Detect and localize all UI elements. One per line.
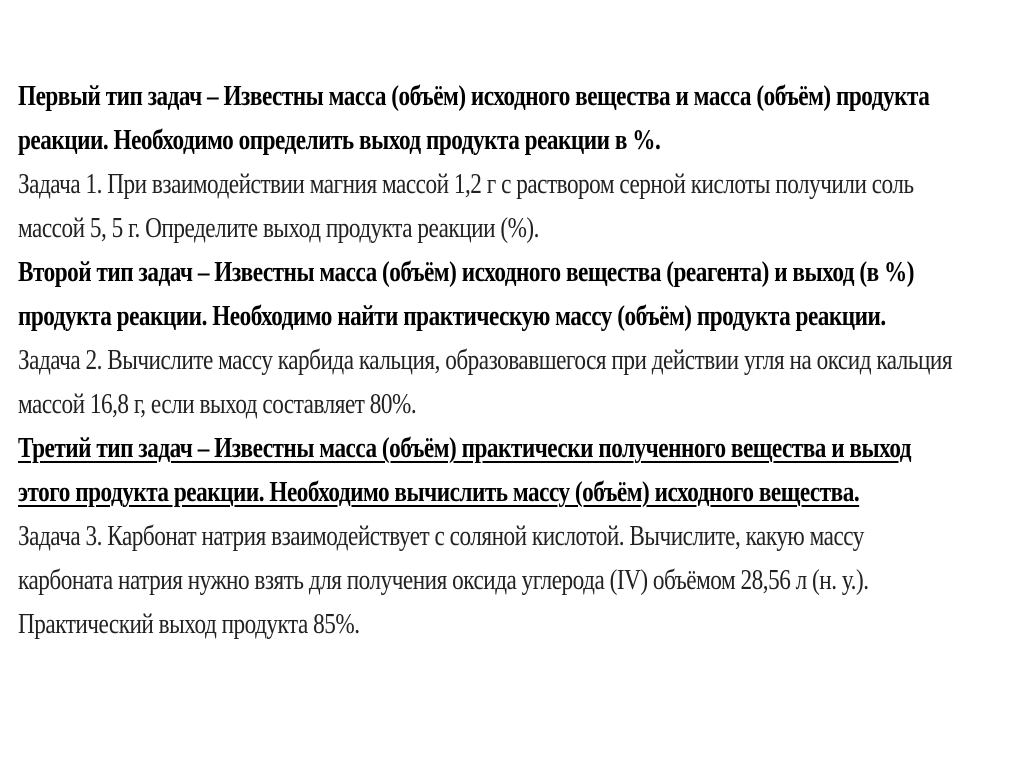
section1-heading-line-2: реакции. Необходимо определить выход продукта реакции в %. — [18, 124, 661, 156]
task3-line-2: карбоната натрия нужно взять для получения оксида углерода (IV) объёмом 28,56 л (н. у.). — [18, 564, 869, 596]
task2-line-1: Задача 2. Вычислите массу карбида кальция, образовавшегося при действии угля на оксид кальция — [18, 344, 953, 376]
section3-heading-line-2: этого продукта реакции. Необходимо вычислить массу (объём) исходного вещества. — [18, 476, 860, 508]
task1-line-1: Задача 1. При взаимодействии магния массой 1,2 г с раствором серной кислоты получили соль — [18, 168, 914, 200]
slide-text-body — [18, 74, 1024, 646]
task2-line-2: массой 16,8 г, если выход составляет 80%. — [18, 388, 417, 420]
task3-line-3: Практический выход продукта 85%. — [18, 608, 360, 640]
task1-line-2: массой 5, 5 г. Определите выход продукта реакции (%). — [18, 212, 539, 244]
section2-heading-line-1: Второй тип задач – Известны масса (объём) исходного вещества (реагента) и выход (в %) — [18, 256, 914, 288]
section2-heading-line-2: продукта реакции. Необходимо найти практическую массу (объём) продукта реакции. — [18, 300, 886, 332]
section3-heading-line-1: Третий тип задач – Известны масса (объём) практически полученного вещества и выход — [18, 432, 912, 464]
task3-line-1: Задача 3. Карбонат натрия взаимодействует с соляной кислотой. Вычислите, какую массу — [18, 520, 864, 552]
section1-heading-line-1: Первый тип задач – Известны масса (объём) исходного вещества и масса (объём) продукта — [18, 80, 930, 112]
